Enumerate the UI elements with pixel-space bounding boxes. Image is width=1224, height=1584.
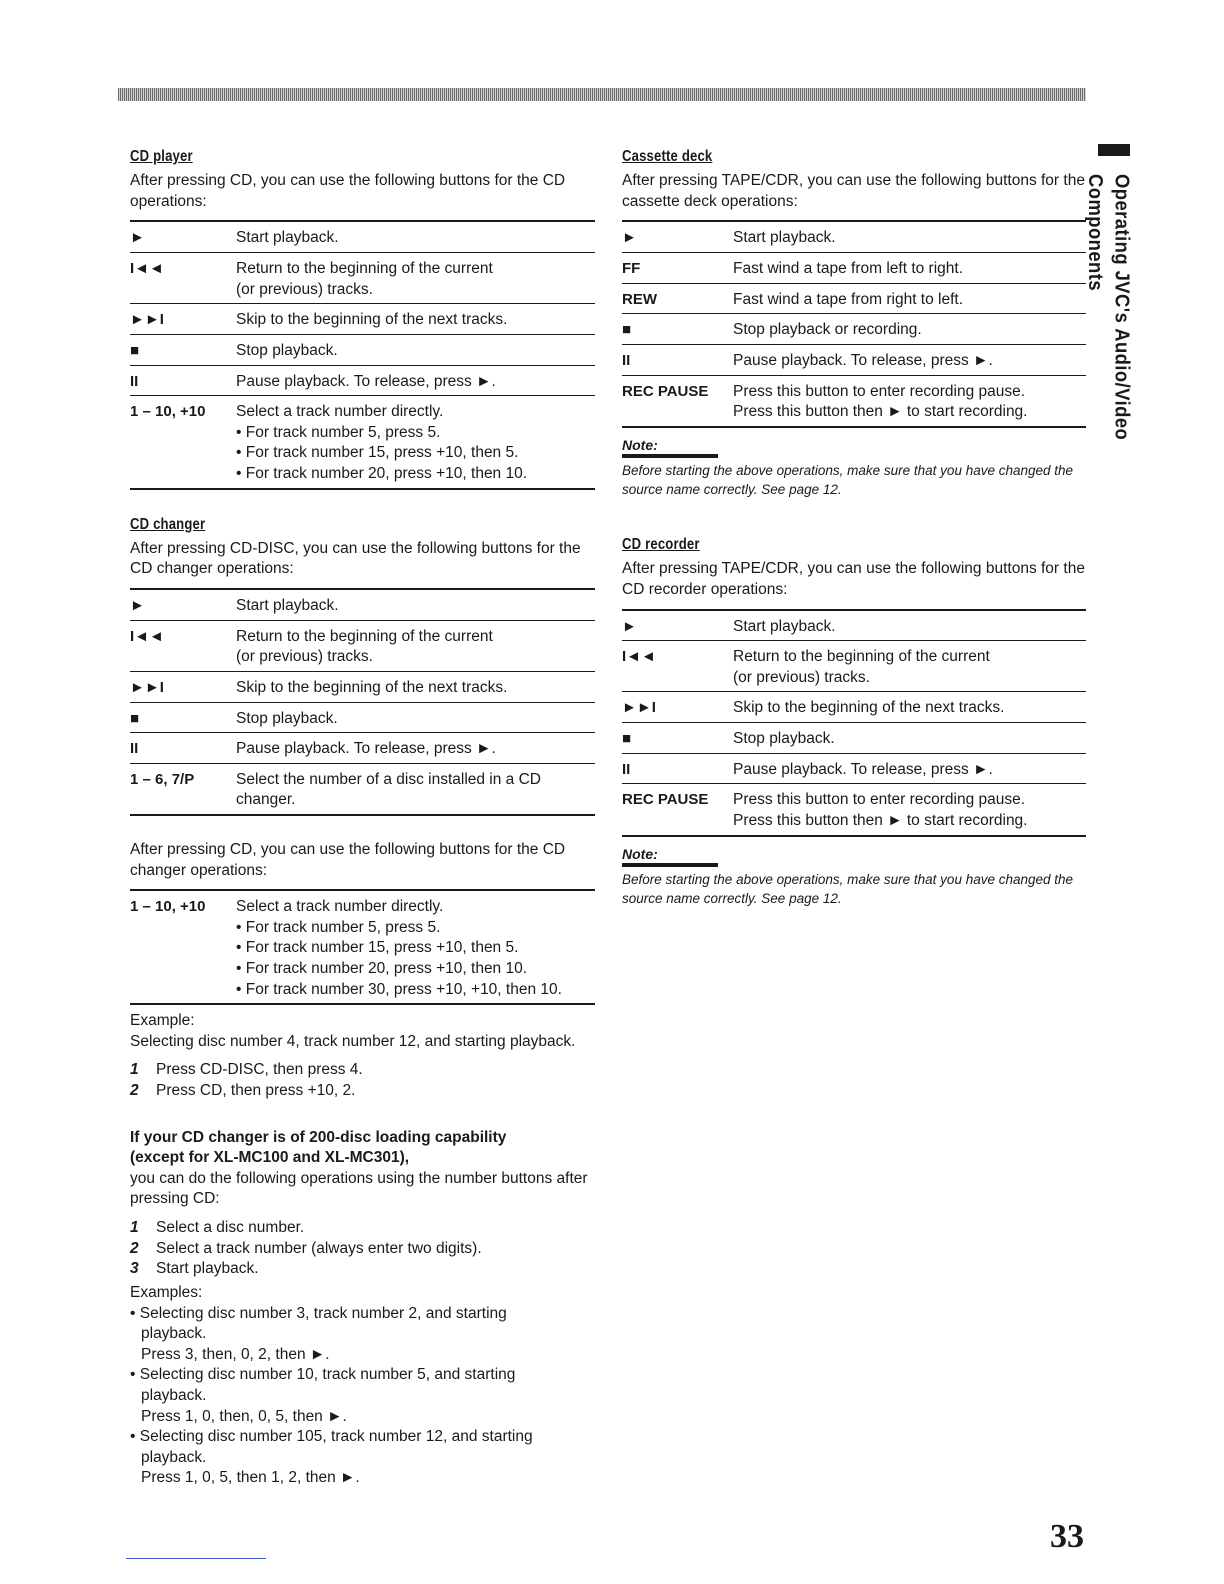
cd-changer-track-table — [130, 889, 595, 1005]
button-key: ► — [622, 617, 637, 635]
button-description: Skip to the beginning of the next tracks. — [236, 678, 508, 696]
button-key: 1 – 10, +10 — [130, 403, 206, 421]
cd-changer-button-table — [130, 588, 595, 816]
table-row — [622, 723, 1086, 754]
examples-list — [130, 1304, 595, 1489]
button-key: ►►I — [622, 699, 656, 717]
button-key: I◄◄ — [130, 260, 164, 278]
capability-heading-line-2: (except for XL-MC100 and XL-MC301), — [130, 1149, 410, 1167]
button-key: II — [130, 372, 139, 390]
button-description: Press this button to enter recording pause. Press this button then ► to start recording. — [733, 382, 1028, 421]
cd-recorder-intro: After pressing TAPE/CDR, you can use the following buttons for the CD recorder operations: — [622, 560, 1085, 599]
left-column — [130, 146, 595, 1489]
cd-player-button-table — [130, 220, 595, 489]
button-description: Pause playback. To release, press ►. — [236, 372, 496, 390]
button-key: REC PAUSE — [622, 382, 709, 400]
section-heading-cd-player: CD player — [130, 148, 193, 165]
example-label: Example: — [130, 1012, 195, 1030]
table-row — [622, 375, 1086, 427]
table-row — [130, 334, 595, 365]
table-row — [622, 253, 1086, 284]
button-description: Fast wind a tape from right to left. — [733, 290, 964, 308]
button-description: Select the number of a disc installed in a CD changer. — [236, 770, 541, 809]
step-item: 1 Press CD-DISC, then press 4. — [130, 1061, 363, 1079]
note-text: Before starting the above operations, make sure that you have changed the source name correctly. See page 12. — [622, 463, 1074, 498]
side-tab-label: Operating JVC's Audio/Video Components — [1084, 174, 1133, 441]
button-key: ► — [130, 597, 145, 615]
cd-changer-intro: After pressing CD-DISC, you can use the following buttons for the CD changer operations: — [130, 539, 581, 578]
table-row — [622, 283, 1086, 314]
button-description: Stop playback. — [236, 341, 338, 359]
button-key: ►►I — [130, 678, 164, 696]
step-item: 3 Start playback. — [130, 1260, 259, 1278]
right-column — [622, 146, 1086, 909]
note-label: Note: — [622, 845, 718, 868]
side-tab-marker — [1098, 144, 1130, 156]
step-item: 2 Select a track number (always enter two digits). — [130, 1239, 482, 1257]
button-description: Pause playback. To release, press ►. — [236, 740, 496, 758]
button-key: ►►I — [130, 311, 164, 329]
table-row — [622, 641, 1086, 692]
button-description: Stop playback. — [733, 730, 835, 748]
button-description: Start playback. — [733, 229, 836, 247]
button-key: ► — [622, 229, 637, 247]
page-number: 33 — [1050, 1518, 1084, 1555]
button-description: Fast wind a tape from left to right. — [733, 260, 964, 278]
button-description: Select a track number directly. • For track number 5, press 5. • For track number 15, press +10, then 5. • For track number 20, press +10, then 10. — [236, 403, 528, 482]
section-heading-cd-changer: CD changer — [130, 515, 206, 533]
table-row — [622, 221, 1086, 252]
table-row — [130, 620, 595, 671]
table-row — [622, 692, 1086, 723]
table-row — [622, 784, 1086, 836]
section-heading-cassette-deck: Cassette deck — [622, 148, 713, 165]
button-description: Pause playback. To release, press ►. — [733, 760, 993, 778]
table-row — [130, 702, 595, 733]
capability-heading-line-1: If your CD changer is of 200-disc loading capability — [130, 1128, 507, 1146]
button-description: Pause playback. To release, press ►. — [733, 351, 993, 369]
button-key: I◄◄ — [130, 627, 164, 645]
button-key: I◄◄ — [622, 648, 656, 666]
button-description: Return to the beginning of the current (or previous) tracks. — [733, 648, 990, 686]
header-pattern-rule — [118, 88, 1086, 101]
button-description: Start playback. — [236, 597, 339, 615]
button-key: 1 – 6, 7/P — [130, 770, 195, 788]
button-description: Stop playback. — [236, 709, 338, 727]
examples-label: Examples: — [130, 1283, 203, 1301]
table-row — [622, 753, 1086, 784]
table-row — [130, 671, 595, 702]
button-description: Skip to the beginning of the next tracks. — [236, 311, 508, 329]
table-row — [130, 365, 595, 396]
table-row — [130, 733, 595, 764]
button-key: ► — [130, 229, 145, 247]
cd-recorder-button-table — [622, 609, 1086, 837]
button-description: Press this button to enter recording pause. Press this button then ► to start recording. — [733, 791, 1028, 829]
note-text: Before starting the above operations, make sure that you have changed the source name correctly. See page 12. — [622, 872, 1074, 906]
section-heading-cd-recorder: CD recorder — [622, 536, 700, 554]
table-row — [130, 890, 595, 1004]
step-item: 1 Select a disc number. — [130, 1219, 305, 1237]
button-description: Start playback. — [236, 229, 339, 247]
button-key: REC PAUSE — [622, 791, 709, 809]
table-row — [130, 763, 595, 815]
table-row — [130, 589, 595, 620]
example-text: Selecting disc number 4, track number 12, and starting playback. — [130, 1032, 576, 1050]
capability-steps — [130, 1218, 595, 1280]
table-row — [622, 314, 1086, 345]
button-description: Return to the beginning of the current (or previous) tracks. — [236, 627, 493, 666]
button-key: REW — [622, 290, 657, 308]
table-row — [130, 221, 595, 252]
button-key: 1 – 10, +10 — [130, 898, 206, 916]
button-description: Stop playback or recording. — [733, 321, 922, 339]
table-row — [622, 610, 1086, 641]
cassette-deck-button-table — [622, 220, 1086, 427]
cd-player-intro: After pressing CD, you can use the following buttons for the CD operations: — [130, 172, 566, 210]
button-description: Return to the beginning of the current (or previous) tracks. — [236, 260, 493, 298]
button-description: Start playback. — [733, 617, 836, 635]
button-key: ■ — [622, 321, 632, 339]
button-key: FF — [622, 260, 641, 278]
capability-text: you can do the following operations using the number buttons after pressing CD: — [130, 1169, 588, 1208]
example-item: • Selecting disc number 10, track number 5, and starting playback. Press 1, 0, then, 0, 5, then ►. — [130, 1366, 516, 1425]
button-key: II — [130, 740, 139, 758]
table-row — [130, 304, 595, 335]
cassette-deck-intro: After pressing TAPE/CDR, you can use the following buttons for the cassette deck operations: — [622, 172, 1085, 210]
example-item: • Selecting disc number 3, track number 2, and starting playback. Press 3, then, 0, 2, then ►. — [130, 1304, 507, 1363]
table-row — [622, 344, 1086, 375]
example-steps — [130, 1060, 595, 1101]
table-row — [130, 396, 595, 489]
button-key: ■ — [130, 709, 140, 727]
button-key: II — [622, 351, 631, 369]
bottom-rule — [126, 1558, 266, 1559]
example-item: • Selecting disc number 105, track number 12, and starting playback. Press 1, 0, 5, then 1, 2, then ►. — [130, 1428, 533, 1487]
button-description: Select a track number directly. • For track number 5, press 5. • For track number 15, press +10, then 5. • For track number 20, press +10, then 10. • For track number 30, press +10, +10, then 10. — [236, 898, 562, 998]
cd-changer-intro-2: After pressing CD, you can use the following buttons for the CD changer operations: — [130, 840, 566, 879]
step-item: 2 Press CD, then press +10, 2. — [130, 1082, 356, 1100]
button-key: ■ — [130, 341, 140, 359]
button-key: II — [622, 760, 631, 778]
button-key: ■ — [622, 730, 632, 748]
button-description: Skip to the beginning of the next tracks. — [733, 699, 1005, 717]
note-label: Note: — [622, 436, 718, 459]
table-row — [130, 253, 595, 304]
